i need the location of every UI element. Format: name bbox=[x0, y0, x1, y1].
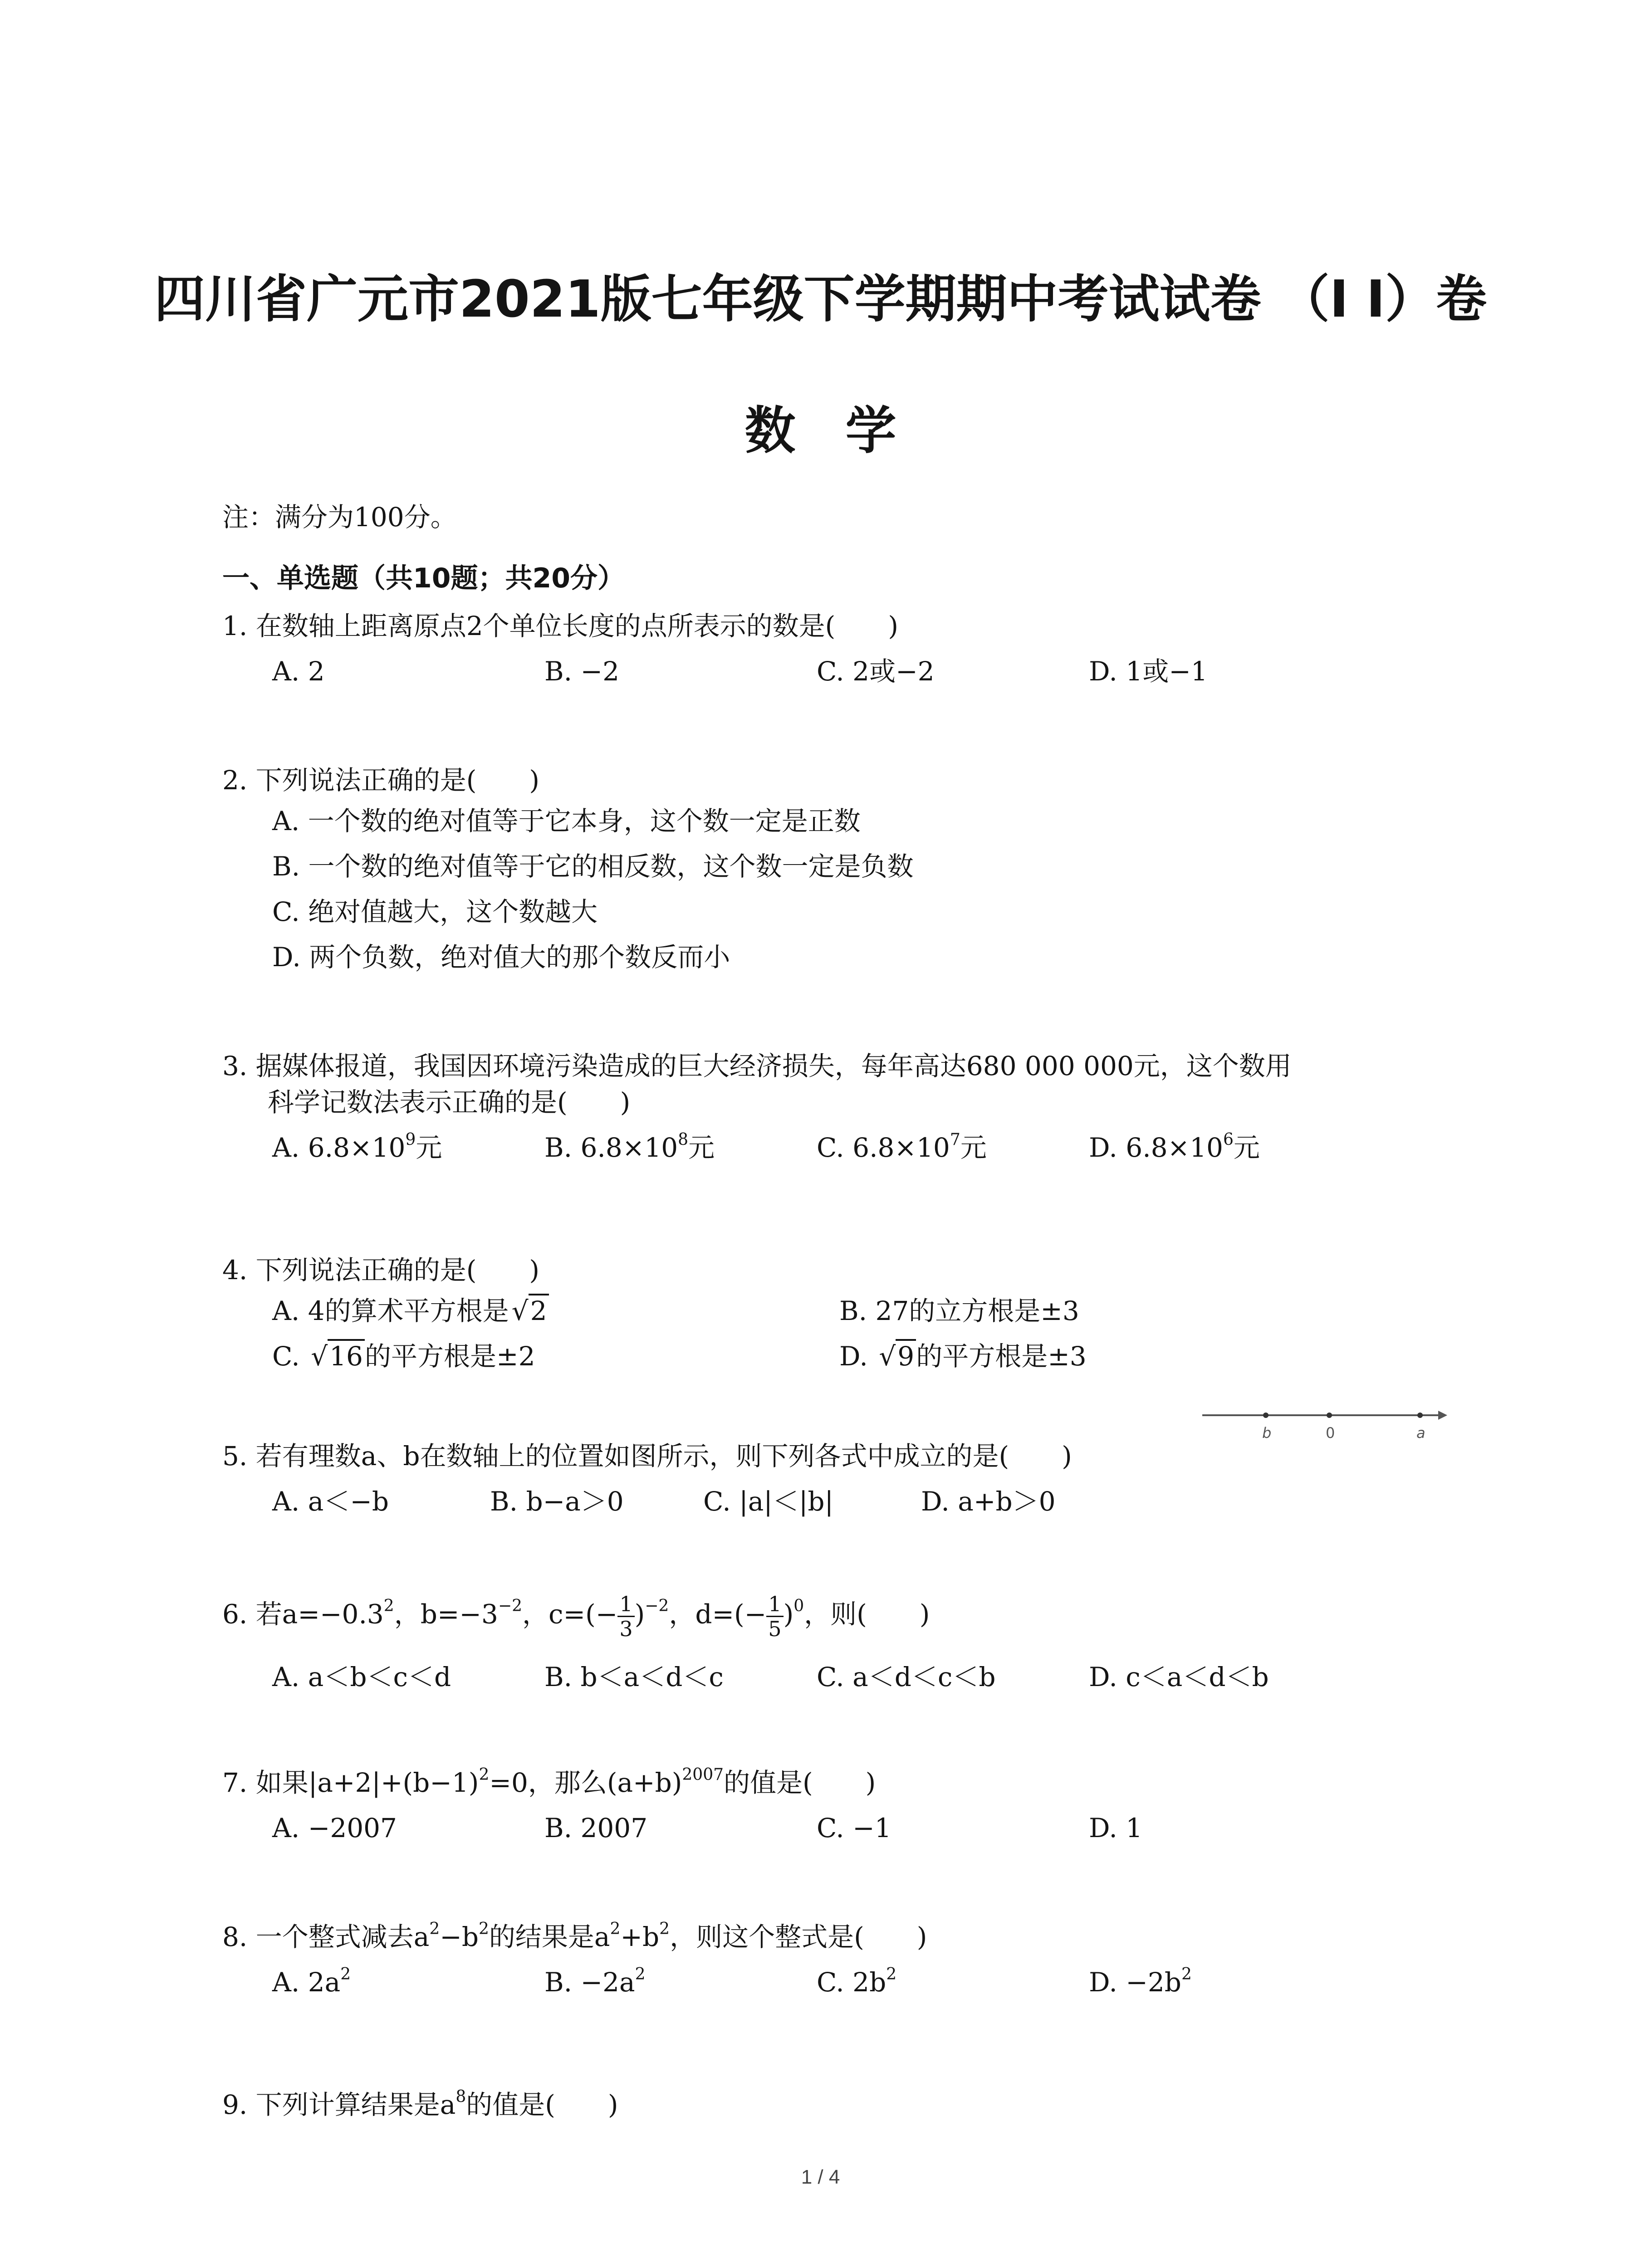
sqrt-symbol: √2 bbox=[509, 1293, 549, 1329]
question-4 bbox=[222, 1252, 1447, 1383]
option-c[interactable]: C. 2或−2 bbox=[817, 656, 935, 687]
options-row-2 bbox=[222, 1338, 1447, 1383]
label-zero: 0 bbox=[1326, 1424, 1335, 1442]
question-number: 2. bbox=[222, 765, 248, 796]
option-c[interactable]: C. −1 bbox=[817, 1813, 892, 1843]
question-stem: 6. 若$a=-0.3^2$，$b=-3^{-2}$，c=(− $\frac{1}{3}$ )$^{-2}$，d=(− $\frac{1}{5}$ )$^0$，则( ) bbox=[222, 1592, 930, 1641]
option-c[interactable]: C. |a|＜|b| bbox=[703, 1486, 834, 1517]
options-row-1 bbox=[222, 1293, 1447, 1338]
question-number: 6. bbox=[222, 1598, 248, 1630]
option-a[interactable]: A. 4的算术平方根是 √2 bbox=[272, 1293, 549, 1329]
question-stem bbox=[222, 1252, 1447, 1288]
option-a[interactable]: A. 2 bbox=[272, 656, 325, 687]
section-heading: 一、单选题（共10题；共20分） bbox=[222, 562, 625, 594]
question-text: 下列说法正确的是( ) bbox=[255, 765, 540, 796]
option-a[interactable]: A. a＜−b bbox=[272, 1486, 389, 1517]
option-d[interactable]: D. 1或−1 bbox=[1089, 656, 1208, 687]
question-number: 8. bbox=[222, 1921, 248, 1952]
option-b[interactable]: B. b−a＞0 bbox=[490, 1486, 624, 1517]
question-6 bbox=[222, 1592, 1447, 1704]
question-text: 若有理数a、b在数轴上的位置如图所示，则下列各式中成立的是( ) bbox=[255, 1441, 1072, 1471]
question-stem: 8. 一个整式减去$a^2-b^2$的结果是$a^2+b^2$，则这个整式是( ) bbox=[222, 1919, 927, 1952]
point-a bbox=[1417, 1413, 1423, 1418]
option-d[interactable]: D. 两个负数，绝对值大的那个数反而小 bbox=[272, 942, 730, 973]
subject-heading: 数学 bbox=[745, 401, 946, 460]
question-text: 下列说法正确的是( ) bbox=[255, 1255, 540, 1286]
question-number: 7. bbox=[222, 1767, 248, 1798]
fraction: $\frac{1}{3}$ bbox=[617, 1592, 634, 1641]
option-d[interactable]: D. 1 bbox=[1089, 1813, 1143, 1843]
option-b[interactable]: B. b＜a＜d＜c bbox=[544, 1662, 724, 1692]
question-number: 9. bbox=[222, 2089, 248, 2120]
options-row bbox=[222, 1964, 1447, 2009]
fraction: $\frac{1}{5}$ bbox=[766, 1592, 783, 1641]
option-d[interactable]: D. $-2b^2$ bbox=[1089, 1965, 1192, 1998]
option-b[interactable]: B. $-2a^2$ bbox=[544, 1965, 646, 1998]
question-text: 在数轴上距离原点2个单位长度的点所表示的数是( ) bbox=[255, 611, 898, 641]
option-d[interactable]: D. $6.8\times 10^6$元 bbox=[1089, 1130, 1260, 1163]
question-number: 3. bbox=[222, 1051, 248, 1081]
question-3 bbox=[222, 1048, 1447, 1175]
options-row bbox=[222, 653, 1447, 699]
option-c[interactable]: C. 绝对值越大，这个数越大 bbox=[272, 896, 598, 927]
option-b[interactable]: B. −2 bbox=[544, 656, 619, 687]
sqrt-symbol: √9 bbox=[876, 1338, 916, 1374]
option-b[interactable]: B. 2007 bbox=[544, 1813, 648, 1843]
option-a[interactable]: A. $2a^2$ bbox=[272, 1965, 351, 1998]
question-stem: 9. 下列计算结果是$a^8$的值是( ) bbox=[222, 2087, 618, 2120]
option-b[interactable]: B. $6.8\times 10^8$元 bbox=[544, 1130, 715, 1163]
question-number: 5. bbox=[222, 1441, 248, 1471]
page-indicator: 1 / 4 bbox=[801, 2166, 840, 2188]
option-a[interactable]: A. −2007 bbox=[272, 1813, 397, 1843]
options-row bbox=[222, 1810, 1447, 1855]
page-title: 四川省广元市2021版七年级下学期期中考试试卷 （I I）卷 bbox=[154, 270, 1487, 329]
option-b[interactable]: B. 27的立方根是±3 bbox=[839, 1295, 1079, 1326]
question-5 bbox=[222, 1438, 1220, 1529]
question-2 bbox=[222, 762, 1447, 980]
point-b bbox=[1263, 1413, 1269, 1418]
question-8 bbox=[222, 1919, 1447, 2009]
question-number: 4. bbox=[222, 1255, 248, 1286]
label-a: a bbox=[1416, 1424, 1425, 1442]
question-stem bbox=[222, 762, 1447, 798]
option-c[interactable]: C. $6.8\times 10^7$元 bbox=[817, 1130, 987, 1163]
option-a[interactable]: A. $6.8\times 10^9$元 bbox=[272, 1130, 442, 1163]
number-line-figure bbox=[1198, 1397, 1452, 1447]
options-row bbox=[222, 1483, 1220, 1529]
option-c[interactable]: C. √16的平方根是±2 bbox=[272, 1338, 535, 1374]
question-text-line1: 据媒体报道，我国因环境污染造成的巨大经济损失，每年高达680 000 000元，这个数用 bbox=[255, 1051, 1292, 1081]
option-c[interactable]: C. $2b^2$ bbox=[817, 1965, 897, 1998]
question-stem bbox=[222, 608, 1447, 644]
question-text-line2: 科学记数法表示正确的是( ) bbox=[268, 1087, 631, 1118]
question-9 bbox=[222, 2087, 1447, 2123]
sqrt-symbol: √16 bbox=[308, 1338, 365, 1374]
option-d[interactable]: D. a+b＞0 bbox=[921, 1486, 1056, 1517]
question-1 bbox=[222, 608, 1447, 699]
option-c[interactable]: C. a＜d＜c＜b bbox=[817, 1662, 996, 1692]
question-7 bbox=[222, 1765, 1447, 1855]
score-note: 注：满分为100分。 bbox=[222, 502, 457, 533]
label-b: b bbox=[1262, 1424, 1272, 1442]
options-row bbox=[222, 1659, 1447, 1704]
option-a[interactable]: A. a＜b＜c＜d bbox=[272, 1662, 451, 1692]
option-d[interactable]: D. c＜a＜d＜b bbox=[1089, 1662, 1269, 1692]
question-stem bbox=[222, 1438, 1220, 1474]
options-row bbox=[222, 1129, 1447, 1175]
option-b[interactable]: B. 一个数的绝对值等于它的相反数，这个数一定是负数 bbox=[272, 851, 914, 882]
options-list bbox=[222, 798, 1447, 980]
question-stem bbox=[222, 1048, 1447, 1120]
option-d[interactable]: D. √9的平方根是±3 bbox=[839, 1338, 1087, 1374]
option-a[interactable]: A. 一个数的绝对值等于它本身，这个数一定是正数 bbox=[272, 806, 861, 836]
question-number: 1. bbox=[222, 611, 248, 641]
point-zero bbox=[1327, 1413, 1332, 1418]
question-stem: 7. 如果$|a+2|+(b-1)^2=0$，那么$(a+b)^{2007}$的值是( ) bbox=[222, 1765, 876, 1798]
arrow-icon bbox=[1438, 1411, 1447, 1420]
